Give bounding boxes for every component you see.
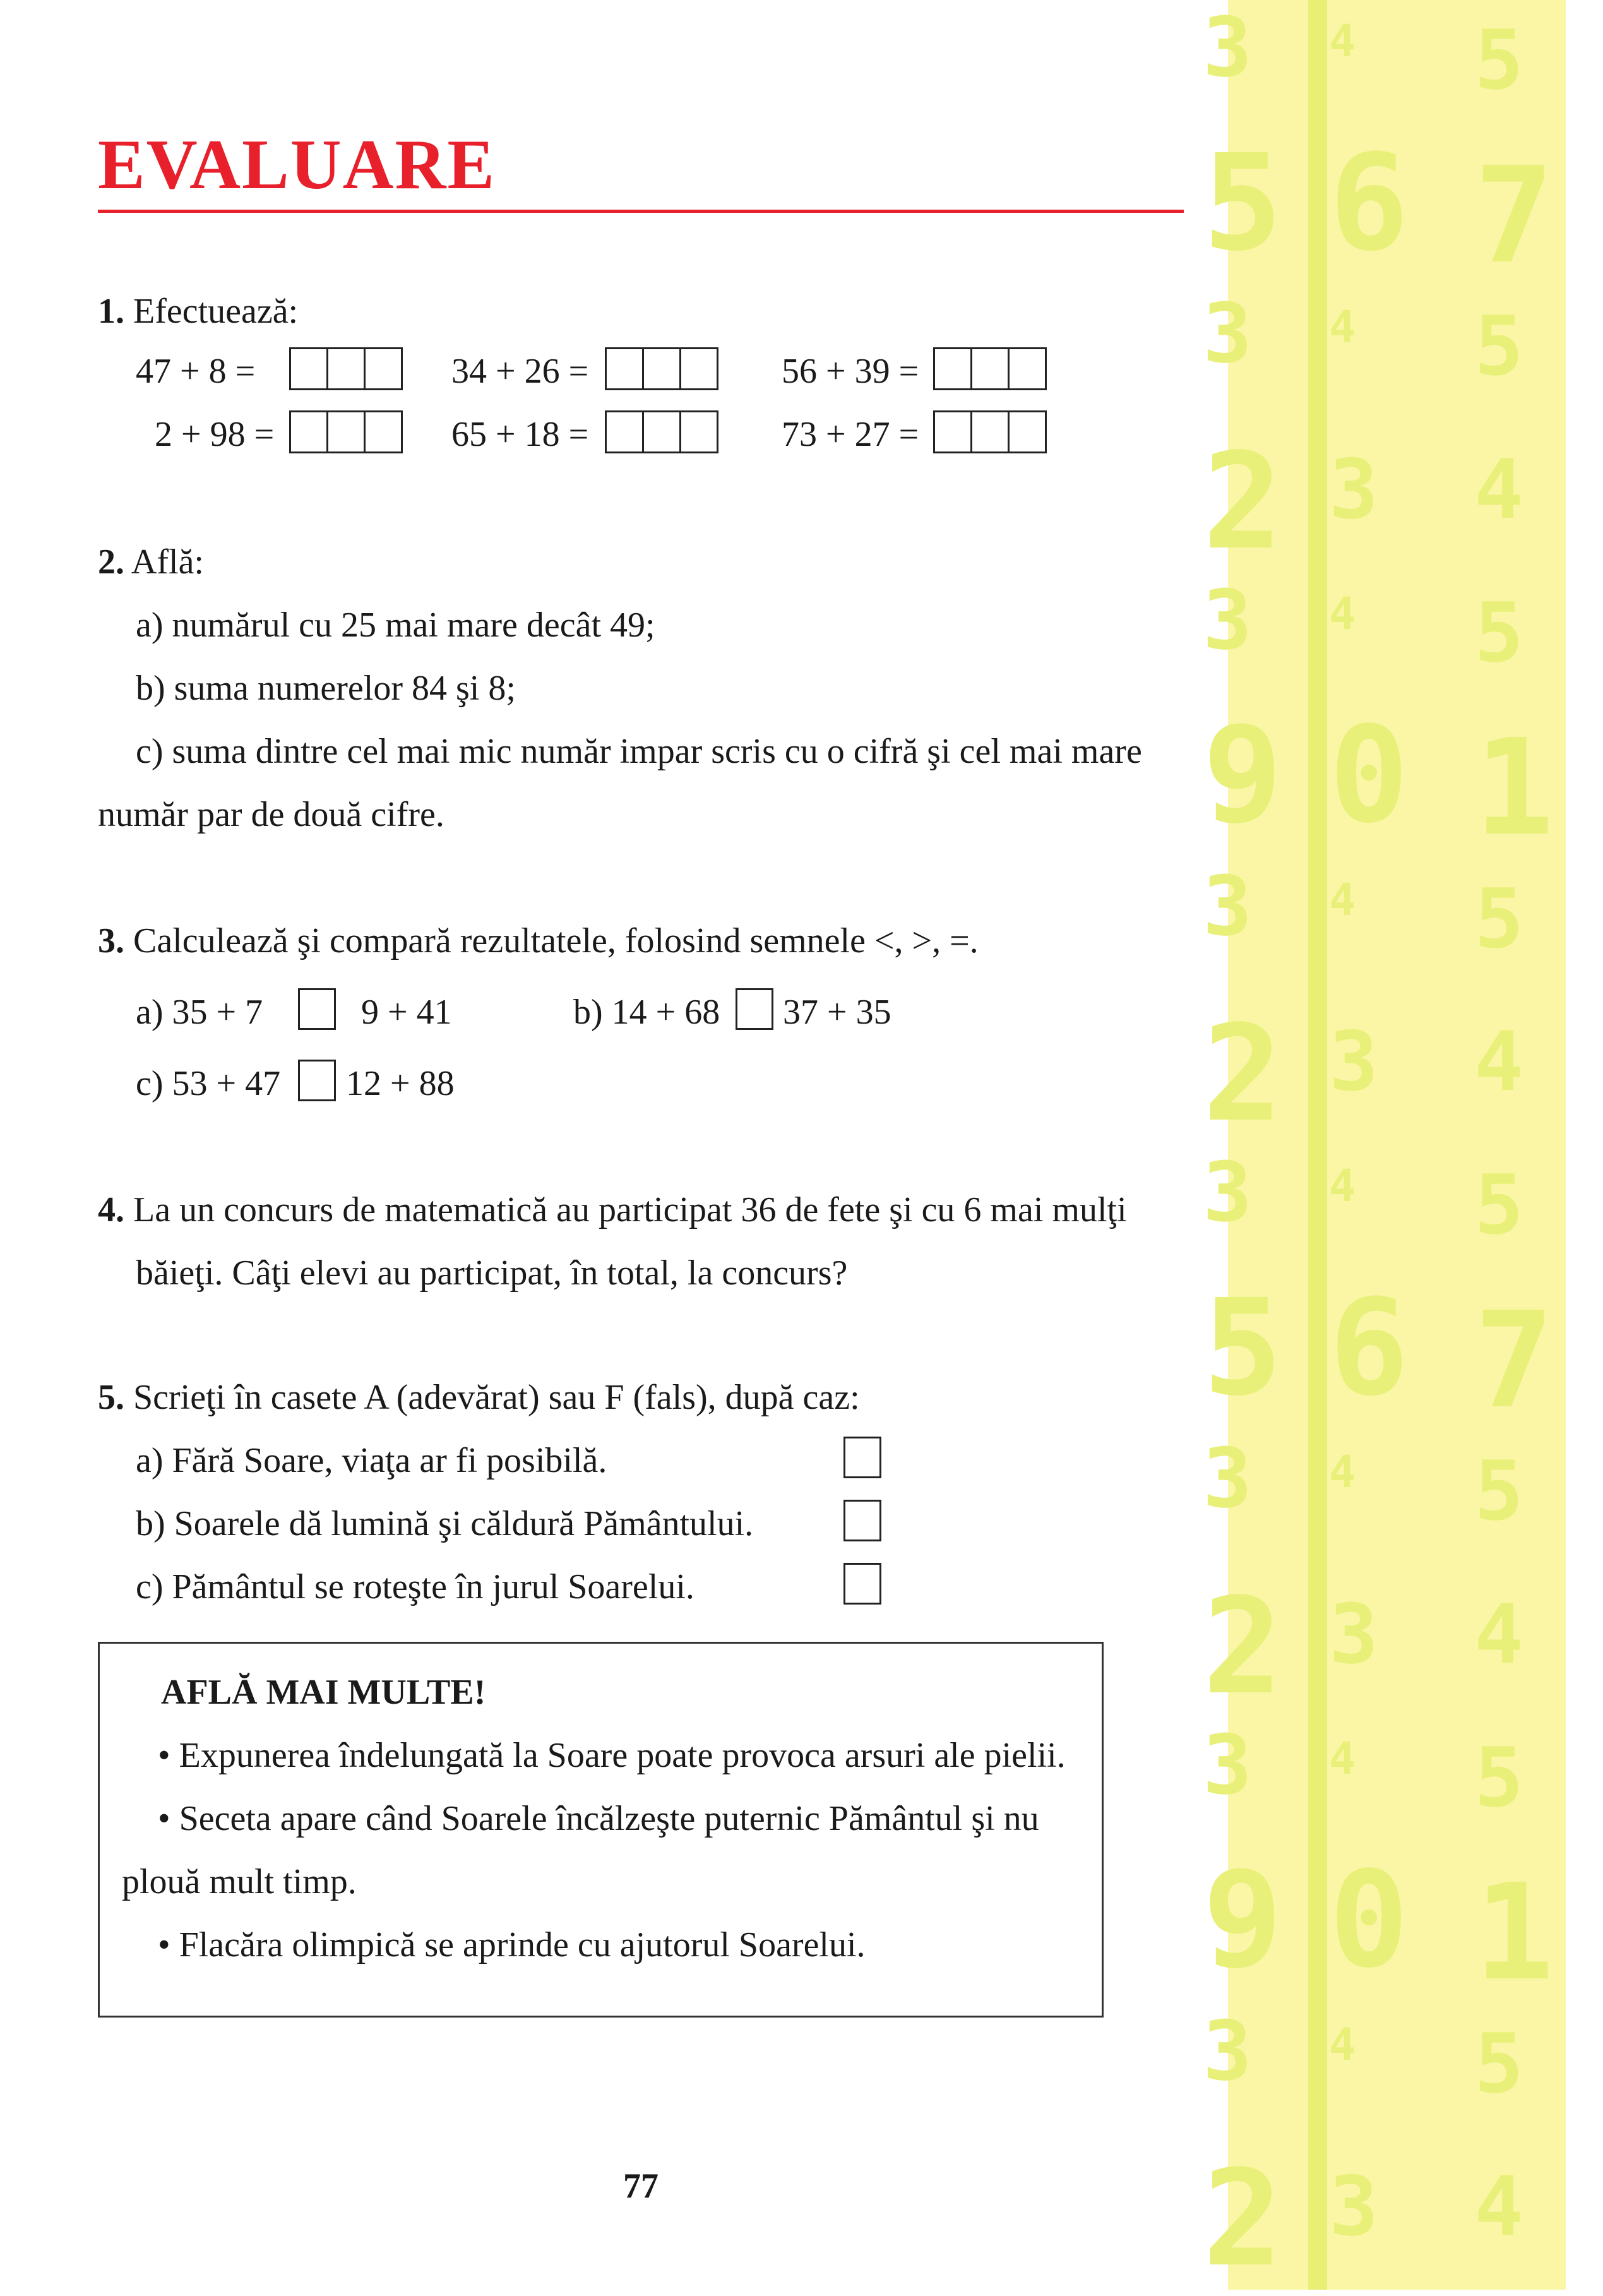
ex5-heading: 5. Scrieţi în casete A (adevărat) sau F (fals), după caz: — [98, 1378, 860, 1417]
strip-digit: 4 — [1329, 873, 1356, 926]
strip-digit: 5 — [1474, 584, 1524, 681]
compare-box[interactable] — [298, 988, 336, 1030]
strip-digit: 3 — [1329, 1586, 1379, 1682]
true-false-box[interactable] — [843, 1437, 881, 1478]
info-fact-continued: plouă mult timp. — [122, 1862, 357, 1901]
strip-digit: 6 — [1329, 1270, 1409, 1425]
strip-digit: 0 — [1329, 698, 1409, 853]
ex3-heading: 3. Calculează şi compară rezultatele, folosind semnele <, >, =. — [98, 921, 979, 960]
ex3-b-left: b) 14 + 68 — [573, 993, 720, 1032]
info-fact: • Seceta apare când Soarele încălzeşte puternic Pământul şi nu — [158, 1799, 1039, 1838]
strip-digit: 4 — [1474, 1013, 1524, 1110]
ex3-c-left: c) 53 + 47 — [136, 1064, 281, 1103]
strip-digit: 3 — [1203, 0, 1253, 95]
info-heading: AFLĂ MAI MULTE! — [161, 1673, 486, 1712]
strip-digit: 6 — [1329, 125, 1409, 280]
ex1-item: 2 + 98 = — [155, 415, 275, 454]
ex2-item-a: a) numărul cu 25 mai mare decât 49; — [136, 606, 655, 645]
ex5-item-b: b) Soarele dă lumină şi căldură Pământului. — [136, 1504, 754, 1543]
answer-box[interactable] — [933, 347, 1047, 390]
ex2-item-c: c) suma dintre cel mai mic număr impar scris cu o cifră şi cel mai mare — [136, 732, 1142, 771]
strip-digit: 2 — [1203, 2141, 1283, 2296]
page-title: EVALUARE — [98, 126, 496, 204]
answer-box[interactable] — [605, 347, 718, 390]
strip-digit: 3 — [1203, 1430, 1253, 1527]
ex5-item-a: a) Fără Soare, viaţa ar fi posibilă. — [136, 1441, 607, 1480]
strip-digit: 3 — [1203, 1716, 1253, 1813]
ex1-item: 47 + 8 = — [136, 352, 256, 391]
strip-digit: 2 — [1203, 424, 1283, 579]
answer-box[interactable] — [289, 410, 403, 453]
strip-digit: 4 — [1329, 301, 1356, 354]
strip-digit: 0 — [1329, 1843, 1409, 1998]
strip-digit: 9 — [1203, 1843, 1283, 1998]
strip-digit: 4 — [1329, 1160, 1356, 1212]
strip-digit: 1 — [1474, 710, 1554, 866]
ex3-c-right: 12 + 88 — [346, 1064, 455, 1103]
strip-digit: 5 — [1474, 1443, 1524, 1540]
answer-box[interactable] — [605, 410, 718, 453]
strip-digit: 4 — [1329, 15, 1356, 67]
strip-digit: 5 — [1474, 1729, 1524, 1826]
strip-digit: 5 — [1474, 12, 1524, 108]
strip-digit: 3 — [1203, 2002, 1253, 2099]
strip-bar — [1308, 0, 1327, 2290]
ex4-text-continued: băieţi. Câţi elevi au participat, în total, la concurs? — [136, 1253, 848, 1293]
strip-digit: 3 — [1329, 2158, 1379, 2255]
ex3-a-left: a) 35 + 7 — [136, 993, 263, 1032]
strip-digit: 3 — [1203, 285, 1253, 382]
ex1-item: 56 + 39 = — [782, 352, 919, 391]
strip-digit: 5 — [1474, 1157, 1524, 1253]
strip-digit: 1 — [1474, 1855, 1554, 2011]
ex1-item: 73 + 27 = — [782, 415, 919, 454]
ex1-heading: 1. Efectuează: — [98, 292, 299, 331]
strip-digit: 2 — [1203, 996, 1283, 1152]
compare-box[interactable] — [298, 1060, 336, 1101]
info-fact: • Expunerea îndelungată la Soare poate provoca arsuri ale pielii. — [158, 1736, 1066, 1775]
strip-digit: 4 — [1474, 2158, 1524, 2255]
strip-digit: 7 — [1474, 138, 1554, 293]
strip-digit: 5 — [1203, 1270, 1283, 1425]
strip-digit: 5 — [1474, 870, 1524, 967]
strip-digit: 3 — [1329, 441, 1379, 537]
strip-digit: 4 — [1474, 441, 1524, 537]
strip-digit: 7 — [1474, 1283, 1554, 1438]
ex4-text: 4. La un concurs de matematică au participat 36 de fete şi cu 6 mai mulţi — [98, 1190, 1127, 1229]
ex1-item: 34 + 26 = — [451, 352, 589, 391]
ex3-a-right: 9 + 41 — [361, 993, 452, 1032]
decorative-number-strip — [1203, 0, 1566, 2296]
info-fact: • Flacăra olimpică se aprinde cu ajutorul Soarelui. — [158, 1925, 866, 1964]
ex3-b-right: 37 + 35 — [783, 993, 891, 1032]
strip-digit: 9 — [1203, 698, 1283, 853]
strip-digit: 4 — [1329, 1446, 1356, 1498]
strip-digit: 4 — [1329, 587, 1356, 640]
answer-box[interactable] — [933, 410, 1047, 453]
strip-digit: 2 — [1203, 1569, 1283, 1724]
compare-box[interactable] — [736, 988, 773, 1030]
strip-digit: 4 — [1474, 1586, 1524, 1682]
strip-digit: 3 — [1203, 1144, 1253, 1240]
strip-digit: 5 — [1474, 298, 1524, 395]
ex5-item-c: c) Pământul se roteşte în jurul Soarelui. — [136, 1567, 694, 1606]
ex2-item-c-continued: număr par de două cifre. — [98, 795, 444, 834]
title-underline — [98, 210, 1184, 213]
answer-box[interactable] — [289, 347, 403, 390]
strip-digit: 4 — [1329, 2018, 1356, 2071]
strip-digit: 5 — [1203, 125, 1283, 280]
ex2-item-b: b) suma numerelor 84 şi 8; — [136, 669, 516, 708]
strip-digit: 3 — [1203, 571, 1253, 668]
strip-digit: 3 — [1329, 1013, 1379, 1110]
strip-digit: 3 — [1203, 858, 1253, 954]
true-false-box[interactable] — [843, 1563, 881, 1605]
true-false-box[interactable] — [843, 1500, 881, 1541]
strip-digit: 5 — [1474, 2015, 1524, 2112]
ex2-heading: 2. Află: — [98, 542, 204, 582]
ex1-item: 65 + 18 = — [451, 415, 589, 454]
page-number: 77 — [623, 2167, 658, 2206]
strip-digit: 4 — [1329, 1732, 1356, 1785]
